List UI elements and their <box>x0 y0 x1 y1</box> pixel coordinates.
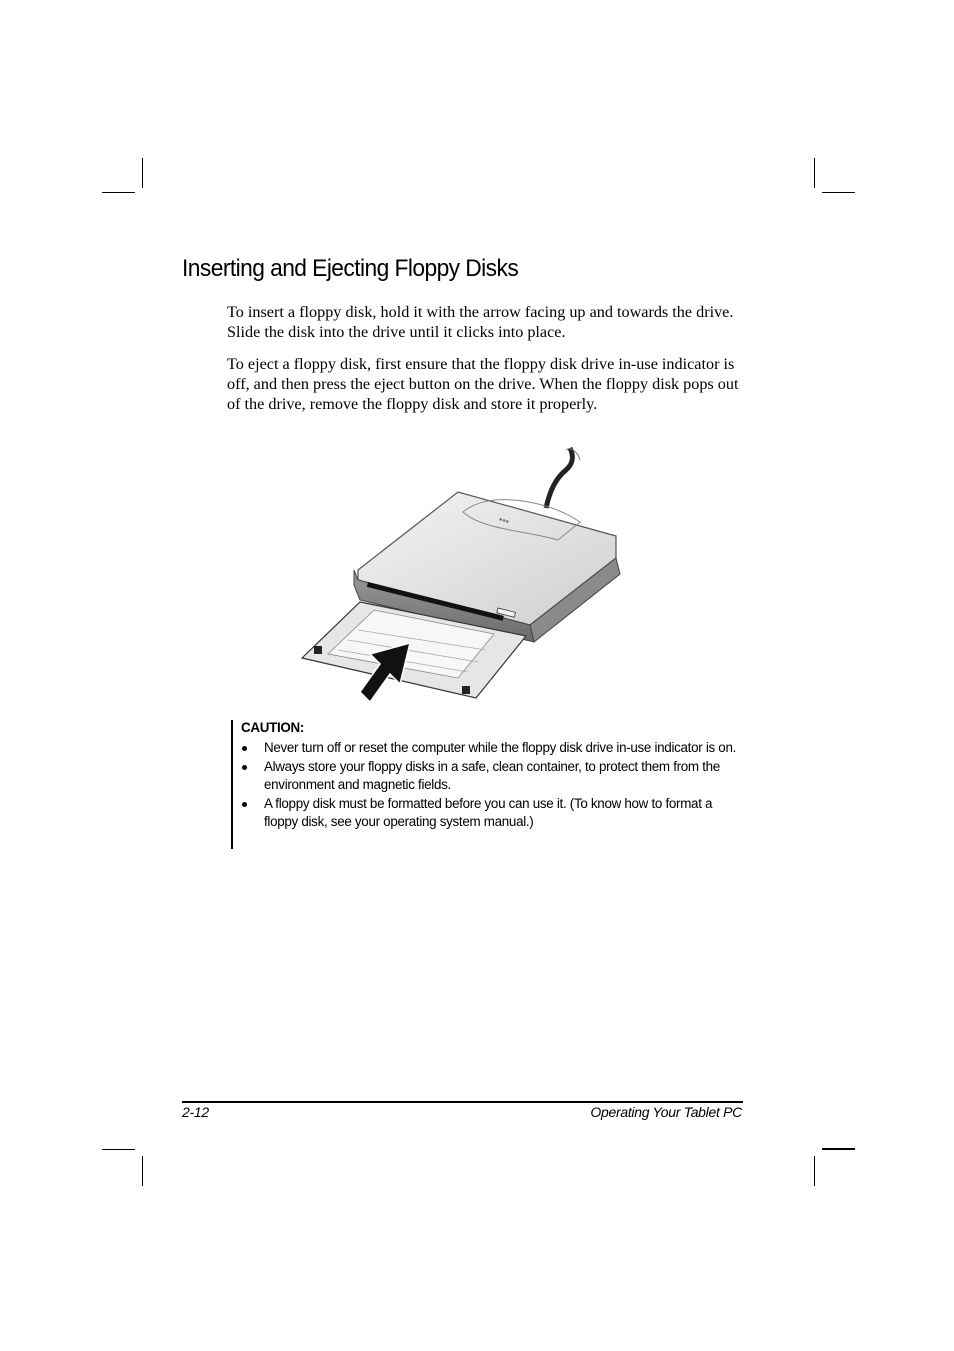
section-heading: Inserting and Ejecting Floppy Disks <box>182 255 519 282</box>
page-number: 2-12 <box>182 1104 209 1120</box>
crop-mark <box>102 192 135 193</box>
list-item <box>233 758 743 794</box>
crop-mark <box>814 158 815 188</box>
caution-text: Always store your floppy disks in a safe, clean container, to protect them from the environment and magnetic fields. <box>264 759 720 792</box>
crop-mark <box>814 1156 815 1186</box>
list-item <box>233 739 743 757</box>
crop-mark <box>102 1149 135 1150</box>
caution-text: Never turn off or reset the computer while the floppy disk drive in-use indicator is on. <box>264 740 737 755</box>
list-item <box>233 795 743 831</box>
caution-label: CAUTION: <box>241 720 305 735</box>
crop-mark <box>822 1148 855 1150</box>
running-title: Operating Your Tablet PC <box>590 1104 742 1120</box>
bullet-icon <box>242 765 247 770</box>
bullet-icon <box>242 802 247 807</box>
crop-mark <box>142 158 143 188</box>
crop-mark <box>142 1156 143 1186</box>
crop-mark <box>822 192 855 193</box>
svg-text:•••: ••• <box>497 514 511 529</box>
footer-rule <box>182 1101 743 1103</box>
instruction-paragraph: To insert a floppy disk, hold it with the arrow facing up and towards the drive. Slide the disk into the drive until it clicks into place. <box>227 303 734 341</box>
bullet-icon <box>242 746 247 751</box>
floppy-drive-illustration <box>298 440 628 710</box>
cable <box>546 448 572 508</box>
caution-list <box>233 739 743 832</box>
instruction-paragraph: To eject a floppy disk, first ensure that the floppy disk drive in-use indicator is off, and then press the eject button on the drive. When the floppy disk pops out of the drive, remove the floppy disk and store it properly. <box>227 355 739 413</box>
caution-text: A floppy disk must be formatted before you can use it. (To know how to format a floppy disk, see your operating system manual.) <box>264 796 713 829</box>
caution-box <box>231 720 753 849</box>
